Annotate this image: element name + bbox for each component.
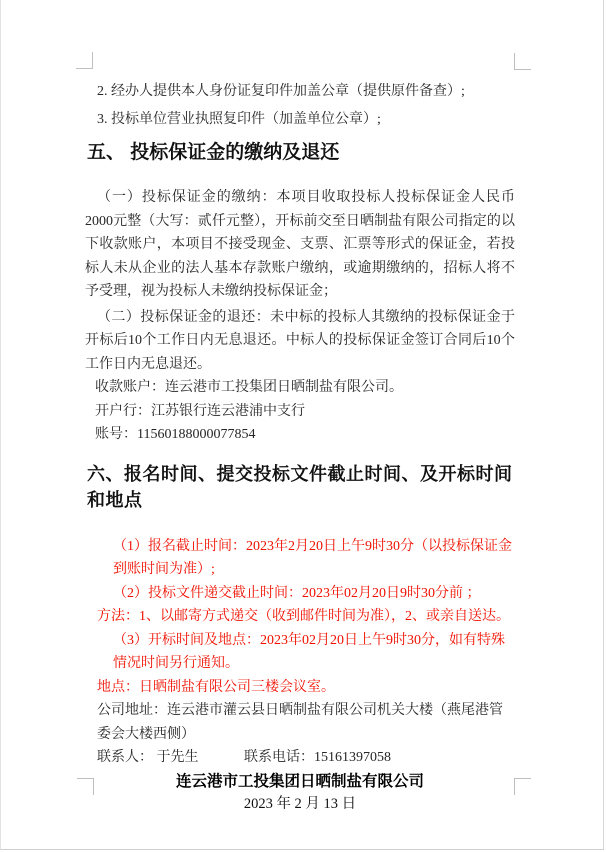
bid-opening-location-line: 地点：日晒制盐有限公司三楼会议室。 bbox=[97, 679, 335, 695]
contact-phone: 联系电话：15161397058 bbox=[244, 750, 391, 765]
section-6-heading: 六、报名时间、提交投标文件截止时间、及开标时间和地点 bbox=[87, 463, 513, 510]
company-address-line: 公司地址：连云港市灌云县日晒制盐有限公司机关大楼（燕尾港管委会大楼西侧） bbox=[97, 703, 503, 742]
bank-branch: 开户行：江苏银行连云港浦中支行 bbox=[95, 403, 305, 419]
bid-deposit-payment-paragraph: （一）投标保证金的缴纳：本项目收取投标人投标保证金人民币2000元整（大写：贰仟元整），开标前交至日晒制盐有限公司指定的以下收款账户，本项目不接受现金、支票、汇票等形式的保证金，若投标人未从企业的法人基本存款账户缴纳，或逾期缴纳的，招标人将不予受理，视为投标人未缴纳投标保证金； bbox=[85, 190, 515, 299]
text-boundary-mark-top-right bbox=[514, 53, 531, 70]
submission-method-line: 方法：1、以邮寄方式递交（收到邮件时间为准），2、或亲自送达。 bbox=[97, 609, 510, 624]
list-item-3: 3. 投标单位营业执照复印件（加盖单位公章）; bbox=[97, 112, 381, 127]
deadline-info-block bbox=[85, 535, 515, 700]
contact-line bbox=[85, 746, 515, 770]
contact-name: 于先生 bbox=[156, 750, 199, 765]
receiving-account-name: 收款账户：连云港市工投集团日晒制盐有限公司。 bbox=[95, 380, 403, 395]
bid-opening-time-line: （3）开标时间及地点：2023年02月20日上午9时30分，如有特殊情况时间另行通知。 bbox=[113, 632, 505, 671]
submission-deadline-line: （2）投标文件递交截止时间：2023年02月20日9时30分前 ； bbox=[113, 585, 481, 601]
signature-date: 2023 年 2 月 13 日 bbox=[243, 796, 357, 812]
signature-company-name: 连云港市工投集团日晒制盐有限公司 bbox=[175, 772, 424, 790]
document-content bbox=[85, 70, 515, 817]
contact-label: 联系人： bbox=[97, 750, 153, 765]
section-5-heading: 五、 投标保证金的缴纳及退还 bbox=[87, 142, 340, 163]
text-boundary-mark-bottom-right bbox=[514, 778, 531, 795]
account-number: 账号：11560188000077854 bbox=[95, 427, 256, 442]
text-boundary-mark-top-left bbox=[76, 52, 93, 69]
bid-deposit-refund-paragraph: （二）投标保证金的退还：未中标的投标人其缴纳的投标保证金于开标后10个工作日内无息退还。中标人的投标保证金签订合同后10个工作日内无息退还。 bbox=[85, 309, 515, 372]
registration-deadline-line: （1）报名截止时间：2023年2月20日上午9时30分（以投标保证金到账时间为准）; bbox=[113, 538, 512, 577]
list-item-2: 2. 经办人提供本人身份证复印件加盖公章（提供原件备查）; bbox=[97, 84, 465, 99]
